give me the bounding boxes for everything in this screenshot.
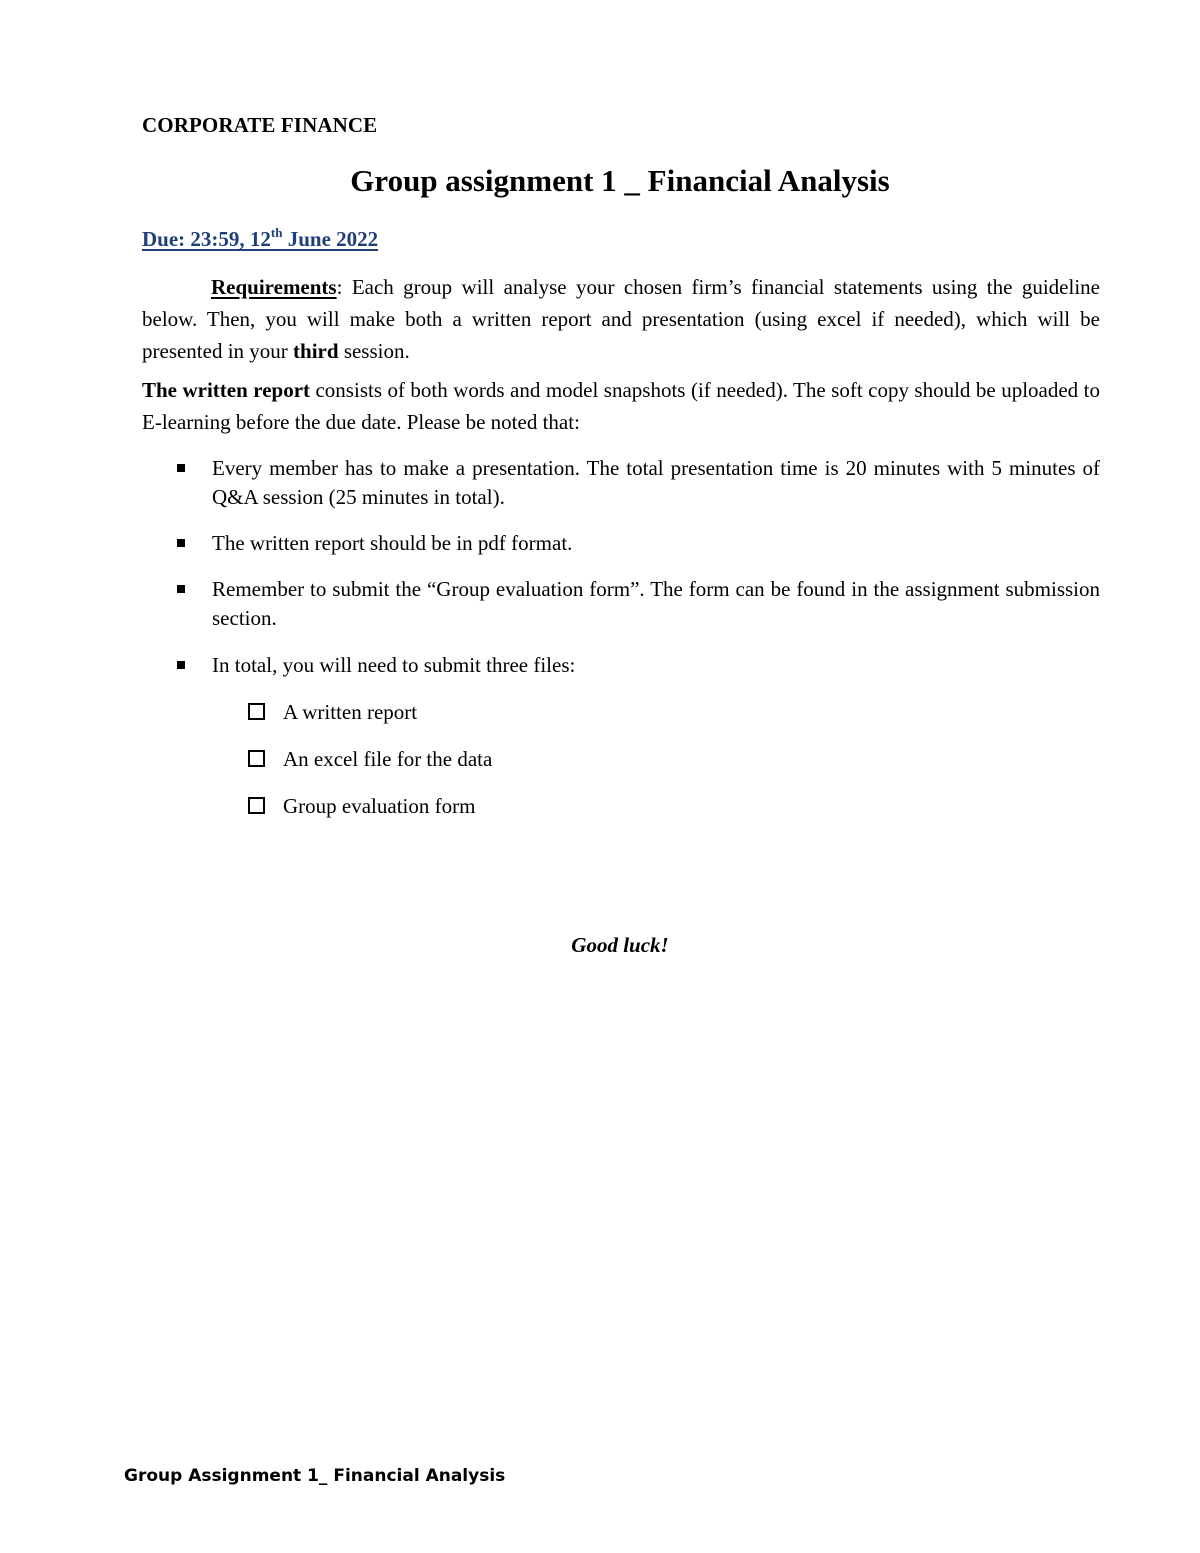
page-footer: Group Assignment 1_ Financial Analysis — [124, 1466, 506, 1486]
checklist-item-label: A written report — [283, 700, 418, 724]
due-date-superscript: th — [270, 225, 283, 240]
closing-text: Good luck! — [571, 933, 669, 957]
bullet-square-icon — [177, 585, 185, 593]
requirements-paragraph — [142, 271, 1100, 367]
list-item: The written report should be in pdf format. — [212, 531, 573, 555]
requirements-text-end: session. — [338, 339, 410, 363]
bullet-square-icon — [177, 464, 185, 472]
list-item: In total, you will need to submit three files: — [212, 653, 576, 677]
requirements-label: Requirements — [211, 275, 337, 299]
page-title: Group assignment 1 _ Financial Analysis — [350, 163, 890, 198]
checklist-item-label: Group evaluation form — [283, 794, 476, 818]
list-item: Remember to submit the “Group evaluation form”. The form can be found in the assignment submission section. — [212, 577, 1100, 630]
written-report-label: The written report — [142, 378, 311, 402]
list-item: Every member has to make a presentation. The total presentation time is 20 minutes with 5 minutes of Q&A session (25 minutes in total). — [212, 456, 1100, 509]
written-report-paragraph — [142, 374, 1100, 438]
written-report-text: consists of both words and model snapshots (if needed). The soft copy should be uploaded to E-learning before the due date. Please be noted that: — [142, 378, 1100, 434]
requirements-bold-word: third — [293, 339, 339, 363]
due-date-suffix: June 2022 — [282, 227, 379, 251]
due-date-prefix: Due: 23:59, 12 — [142, 227, 271, 251]
checklist-item-label: An excel file for the data — [283, 747, 493, 771]
due-date — [142, 227, 378, 252]
checkbox-icon — [248, 703, 265, 720]
bullet-square-icon — [177, 661, 185, 669]
checkbox-icon — [248, 797, 265, 814]
checkbox-icon — [248, 750, 265, 767]
requirements-text: : Each group will analyse your chosen firm’s financial statements using the guideline below. Then, you will make both a written report and presentation (using excel if needed), which will be presented in your — [142, 275, 1100, 363]
bullet-square-icon — [177, 539, 185, 547]
course-title: CORPORATE FINANCE — [142, 113, 378, 137]
